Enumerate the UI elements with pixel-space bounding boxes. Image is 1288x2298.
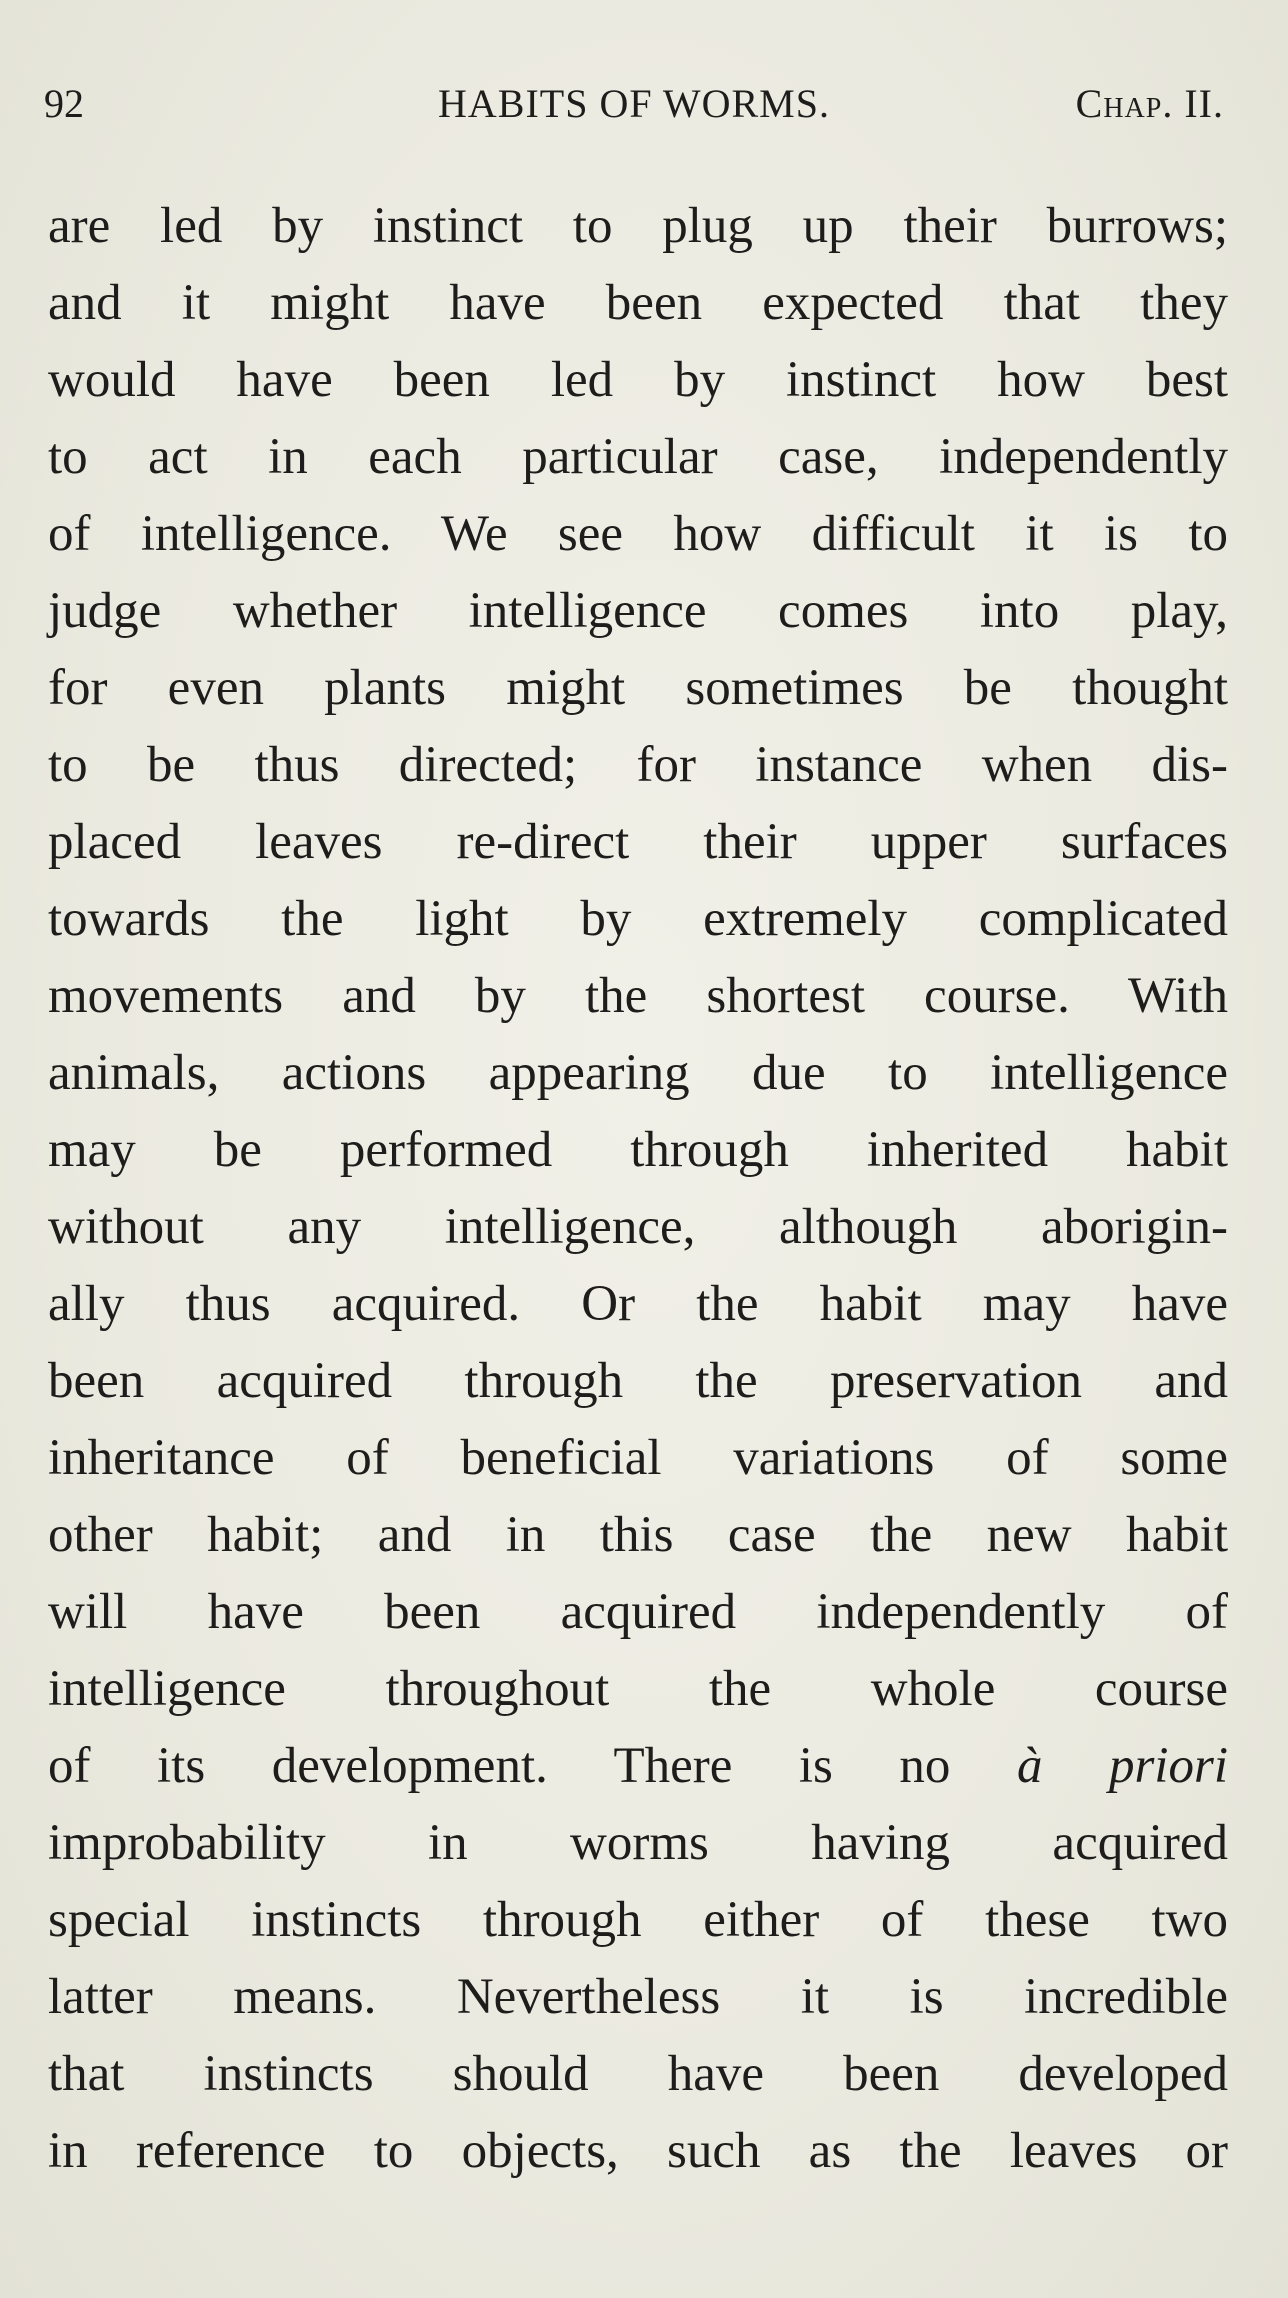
text-line: intelligence throughout the whole course [48,1661,1228,1717]
running-title: HABITS OF WORMS. [438,81,830,126]
page-number: 92 [44,81,84,126]
text-line: to act in each particular case, independently [48,429,1228,485]
text-line: may be performed through inherited habit [48,1122,1228,1178]
text-line: been acquired through the preservation and [48,1353,1228,1409]
text-line: would have been led by instinct how best [48,352,1228,408]
text-line: special instincts through either of these two [48,1892,1228,1948]
text-segment: of its development. There is no [48,1738,1017,1794]
text-line: ally thus acquired. Or the habit may have [48,1276,1228,1332]
italic-phrase: à priori [1016,1738,1228,1794]
text-line: improbability in worms having acquired [48,1815,1228,1871]
text-line-with-italic [48,1728,1228,1805]
text-line: other habit; and in this case the new habit [48,1507,1228,1563]
text-line: of intelligence. We see how difficult it is to [48,506,1228,562]
text-line: without any intelligence, although aborigin- [48,1199,1228,1255]
text-line: judge whether intelligence comes into play, [48,583,1228,639]
chapter-label: Chap. II. [1075,81,1224,126]
page-header [44,74,1224,134]
text-line: placed leaves re-direct their upper surfaces [48,814,1228,870]
text-line: towards the light by extremely complicated [48,891,1228,947]
text-line: latter means. Nevertheless it is incredible [48,1969,1228,2025]
text-line: inheritance of beneficial variations of some [48,1430,1228,1486]
text-line: for even plants might sometimes be thought [48,660,1228,716]
text-line: in reference to objects, such as the leaves or [48,2123,1228,2179]
text-line: and it might have been expected that they [48,275,1228,331]
text-line: animals, actions appearing due to intelligence [48,1045,1228,1101]
text-line: will have been acquired independently of [48,1584,1228,1640]
text-line: are led by instinct to plug up their burrows; [48,198,1228,254]
text-line: that instincts should have been developed [48,2046,1228,2102]
text-line: movements and by the shortest course. With [48,968,1228,1024]
body-text [48,188,1228,2190]
text-line: to be thus directed; for instance when dis- [48,737,1228,793]
